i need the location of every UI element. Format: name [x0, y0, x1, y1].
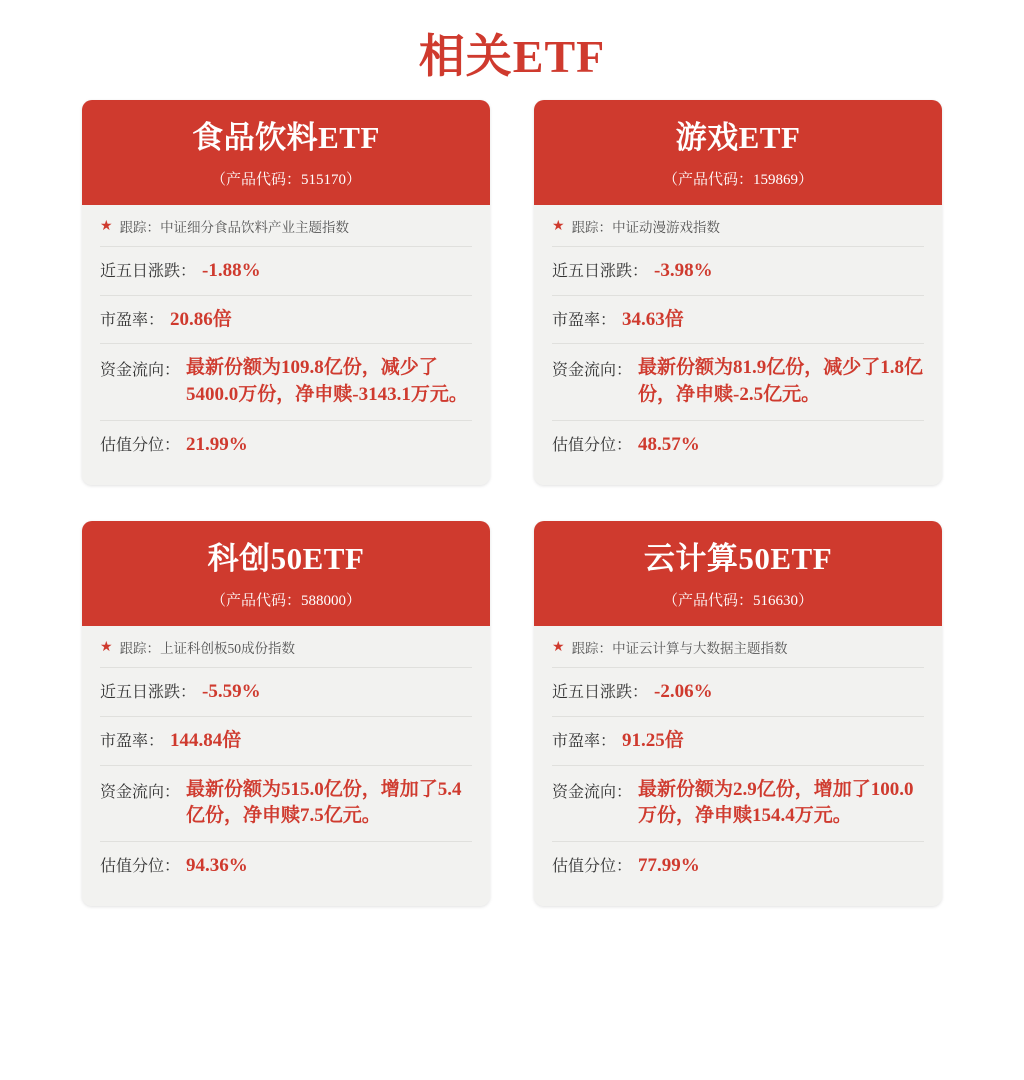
star-icon: ★	[100, 639, 113, 655]
fund-flow-label: 资金流向：	[552, 362, 633, 380]
star-icon: ★	[100, 218, 113, 234]
valuation-percentile-value: 77.99%	[638, 855, 700, 877]
code-prefix: （产品代码：	[210, 592, 301, 609]
track-text	[120, 219, 350, 237]
valuation-percentile-row	[100, 842, 472, 890]
code-suffix: ）	[798, 592, 814, 609]
etf-card-header	[534, 100, 942, 205]
track-value: 上证科创板50成份指数	[160, 640, 296, 656]
pe-ratio-value: 20.86倍	[170, 308, 232, 330]
etf-code	[544, 168, 932, 189]
fund-flow-value: 最新份额为81.9亿份，减少了1.8亿份，净申赎-2.5亿元。	[638, 357, 924, 406]
code-prefix: （产品代码：	[662, 592, 753, 609]
valuation-percentile-row	[100, 421, 472, 469]
etf-card[interactable]	[82, 100, 490, 485]
code-value: 159869	[753, 171, 798, 188]
track-text	[572, 640, 788, 658]
five-day-change-row	[552, 668, 924, 717]
track-row	[552, 640, 924, 669]
code-suffix: ）	[798, 171, 814, 188]
five-day-change-row	[552, 247, 924, 296]
track-row	[100, 640, 472, 669]
track-label: 跟踪：	[571, 640, 613, 656]
fund-flow-value: 最新份额为515.0亿份，增加了5.4亿份，净申赎7.5亿元。	[186, 778, 462, 827]
pe-ratio-label: 市盈率：	[552, 311, 617, 329]
etf-card-body	[82, 626, 490, 906]
code-value: 516630	[753, 592, 798, 609]
etf-name: 云计算50ETF	[643, 541, 833, 577]
pe-ratio-value: 144.84倍	[170, 729, 242, 751]
code-prefix: （产品代码：	[210, 171, 301, 188]
pe-ratio-label: 市盈率：	[100, 732, 165, 750]
pe-ratio-label: 市盈率：	[552, 732, 617, 750]
pe-ratio-row	[100, 296, 472, 345]
etf-card[interactable]	[534, 100, 942, 485]
etf-card-header	[82, 521, 490, 626]
etf-card-body	[534, 205, 942, 485]
pe-ratio-label: 市盈率：	[100, 311, 165, 329]
valuation-percentile-label: 估值分位：	[100, 437, 181, 455]
track-text	[572, 219, 721, 237]
five-day-change-value: -5.59%	[202, 681, 261, 703]
valuation-percentile-row	[552, 842, 924, 890]
fund-flow-row	[100, 766, 472, 843]
five-day-change-value: -1.88%	[202, 260, 261, 282]
five-day-change-label: 近五日涨跌：	[100, 684, 197, 702]
track-value: 中证动漫游戏指数	[612, 219, 721, 235]
pe-ratio-row	[552, 296, 924, 345]
track-label: 跟踪：	[571, 219, 613, 235]
star-icon: ★	[552, 639, 565, 655]
code-suffix: ）	[346, 171, 362, 188]
track-text	[120, 640, 296, 658]
valuation-percentile-value: 21.99%	[186, 434, 248, 456]
track-label: 跟踪：	[119, 219, 161, 235]
code-value: 515170	[301, 171, 346, 188]
track-value: 中证云计算与大数据主题指数	[612, 640, 788, 656]
fund-flow-row	[552, 766, 924, 843]
page-title: 相关ETF	[418, 31, 606, 82]
code-prefix: （产品代码：	[662, 171, 753, 188]
track-row	[552, 219, 924, 248]
etf-name: 科创50ETF	[207, 541, 365, 577]
track-value: 中证细分食品饮料产业主题指数	[160, 219, 350, 235]
valuation-percentile-label: 估值分位：	[552, 858, 633, 876]
fund-flow-value: 最新份额为2.9亿份，增加了100.0万份，净申赎154.4万元。	[638, 778, 914, 827]
valuation-percentile-value: 48.57%	[638, 434, 700, 456]
fund-flow-row	[100, 344, 472, 421]
fund-flow-label: 资金流向：	[552, 783, 633, 801]
etf-card-body	[82, 205, 490, 485]
code-suffix: ）	[346, 592, 362, 609]
pe-ratio-value: 91.25倍	[622, 729, 684, 751]
etf-card[interactable]	[534, 521, 942, 906]
fund-flow-row	[552, 344, 924, 421]
track-label: 跟踪：	[119, 640, 161, 656]
pe-ratio-row	[552, 717, 924, 766]
valuation-percentile-row	[552, 421, 924, 469]
etf-name: 食品饮料ETF	[192, 120, 380, 155]
five-day-change-row	[100, 668, 472, 717]
five-day-change-label: 近五日涨跌：	[552, 684, 649, 702]
five-day-change-value: -2.06%	[654, 681, 713, 703]
five-day-change-label: 近五日涨跌：	[552, 263, 649, 281]
fund-flow-label: 资金流向：	[100, 783, 181, 801]
five-day-change-row	[100, 247, 472, 296]
fund-flow-value: 最新份额为109.8亿份，减少了5400.0万份，净申赎-3143.1万元。	[186, 357, 468, 406]
valuation-percentile-label: 估值分位：	[100, 858, 181, 876]
five-day-change-value: -3.98%	[654, 260, 713, 282]
etf-card-body	[534, 626, 942, 906]
valuation-percentile-value: 94.36%	[186, 855, 248, 877]
code-value: 588000	[301, 592, 346, 609]
valuation-percentile-label: 估值分位：	[552, 437, 633, 455]
pe-ratio-value: 34.63倍	[622, 308, 684, 330]
track-row	[100, 219, 472, 248]
etf-code	[544, 589, 932, 610]
etf-card[interactable]	[82, 521, 490, 906]
fund-flow-label: 资金流向：	[100, 362, 181, 380]
etf-code	[92, 589, 480, 610]
etf-card-header	[82, 100, 490, 205]
star-icon: ★	[552, 218, 565, 234]
etf-code	[92, 168, 480, 189]
etf-name: 游戏ETF	[675, 120, 801, 155]
pe-ratio-row	[100, 717, 472, 766]
etf-card-header	[534, 521, 942, 626]
five-day-change-label: 近五日涨跌：	[100, 263, 197, 281]
etf-card-grid	[0, 100, 1024, 906]
